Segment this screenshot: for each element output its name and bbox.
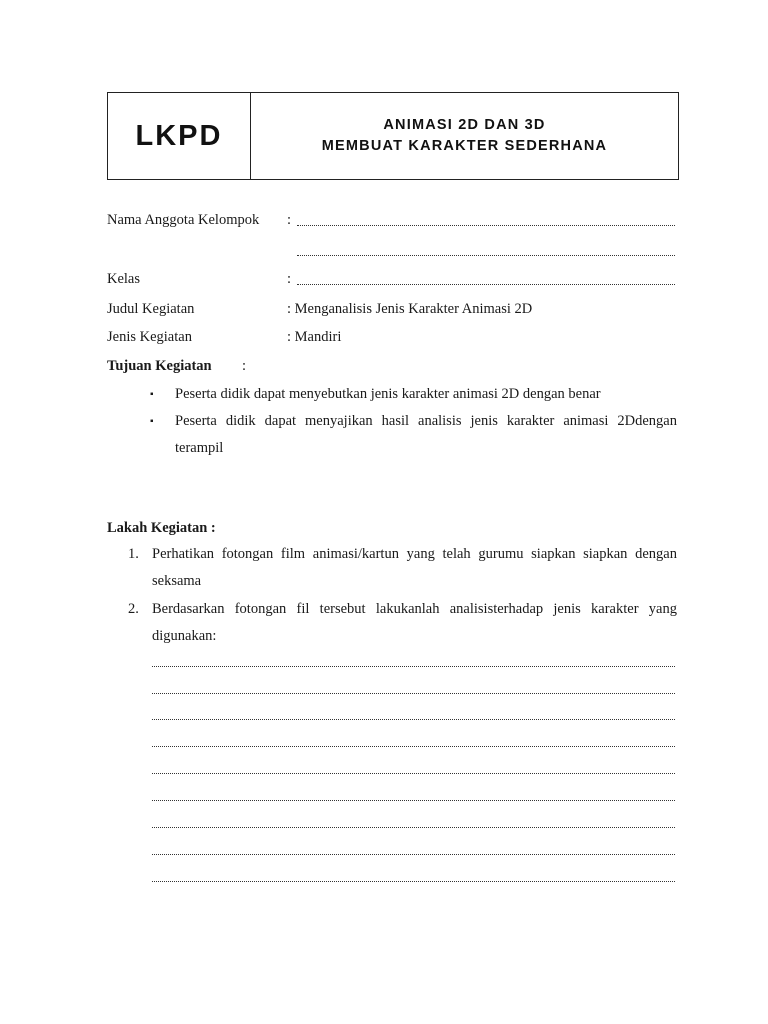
- judul-value: : Menganalisis Jenis Karakter Animasi 2D: [287, 301, 533, 317]
- header-box: [107, 92, 679, 180]
- answer-line[interactable]: [152, 746, 675, 747]
- logo-text: LKPD: [135, 119, 223, 152]
- jenis-value: : Mandiri: [287, 329, 342, 345]
- tujuan-item-2: Peserta didik dapat menyajikan hasil analisis jenis karakter animasi 2Ddengan: [175, 413, 677, 429]
- bullet-icon: ▪: [150, 416, 154, 427]
- nama-blank-line-1[interactable]: [297, 225, 675, 226]
- step-2-line-2: digunakan:: [152, 628, 217, 644]
- nama-blank-line-2[interactable]: [297, 255, 675, 256]
- logo-cell: [108, 93, 251, 179]
- kelas-colon: :: [287, 271, 292, 287]
- langkah-heading: Lakah Kegiatan :: [107, 520, 216, 536]
- answer-line[interactable]: [152, 881, 675, 882]
- answer-line[interactable]: [152, 773, 675, 774]
- answer-line[interactable]: [152, 800, 675, 801]
- kelas-blank-line[interactable]: [297, 284, 675, 285]
- title-cell: [251, 93, 678, 179]
- step-2-line-1: Berdasarkan fotongan fil tersebut lakukanlah analisisterhadap jenis karakter yang: [152, 601, 677, 617]
- answer-line[interactable]: [152, 854, 675, 855]
- tujuan-item-2-cont: terampil: [175, 440, 224, 456]
- step-1-line-2: seksama: [152, 573, 202, 589]
- title-line-1: ANIMASI 2D DAN 3D: [383, 117, 546, 133]
- answer-line[interactable]: [152, 693, 675, 694]
- title-line-2: MEMBUAT KARAKTER SEDERHANA: [321, 138, 608, 154]
- nama-colon: :: [287, 212, 292, 228]
- tujuan-colon: :: [242, 358, 247, 374]
- step-1-line-1: Perhatikan fotongan film animasi/kartun yang telah gurumu siapkan siapkan dengan: [152, 546, 677, 562]
- answer-line[interactable]: [152, 666, 675, 667]
- judul-label: Judul Kegiatan: [107, 301, 195, 317]
- tujuan-item-1: Peserta didik dapat menyebutkan jenis karakter animasi 2D dengan benar: [175, 386, 601, 402]
- step-1-number: 1.: [128, 546, 139, 562]
- answer-line[interactable]: [152, 719, 675, 720]
- bullet-icon: ▪: [150, 389, 154, 400]
- kelas-label: Kelas: [107, 271, 141, 287]
- answer-line[interactable]: [152, 827, 675, 828]
- jenis-label: Jenis Kegiatan: [107, 329, 192, 345]
- nama-label: Nama Anggota Kelompok: [107, 212, 260, 228]
- step-2-number: 2.: [128, 601, 139, 617]
- tujuan-heading: Tujuan Kegiatan: [107, 358, 212, 374]
